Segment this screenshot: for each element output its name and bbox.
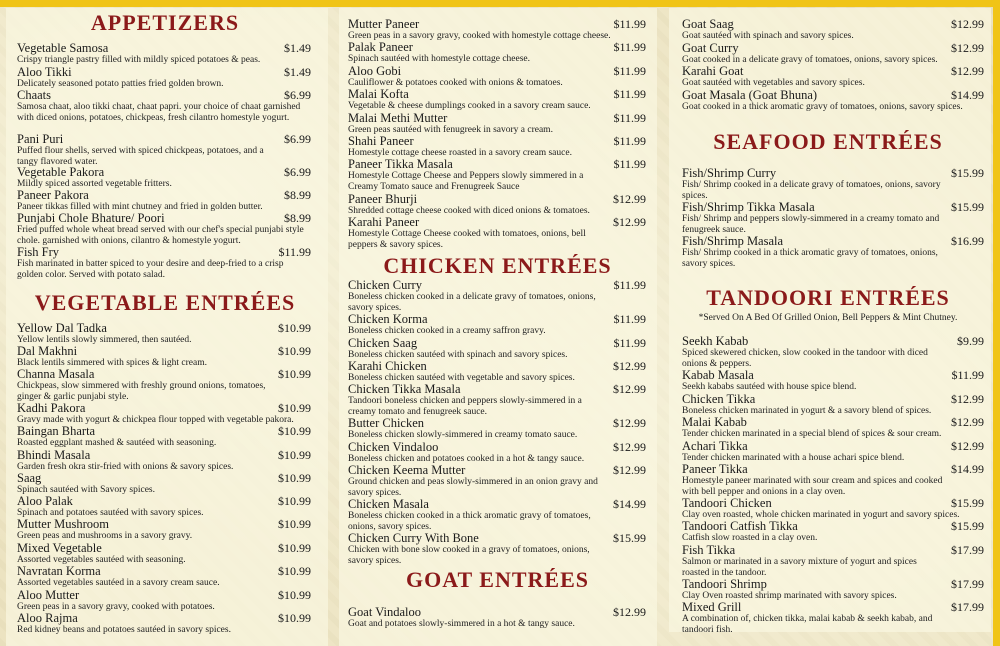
item-price: $11.99 bbox=[951, 368, 984, 382]
item-price: $11.99 bbox=[613, 336, 646, 350]
item-price: $1.49 bbox=[284, 65, 311, 79]
item-name: Aloo Palak bbox=[17, 494, 73, 508]
item-name: Chicken Vindaloo bbox=[348, 440, 439, 454]
item-name: Kabab Masala bbox=[682, 368, 754, 382]
item-name: Baingan Bharta bbox=[17, 424, 96, 438]
item-description: Red kidney beans and potatoes sautéed in savory spices. bbox=[17, 625, 231, 635]
item-price: $12.99 bbox=[613, 382, 646, 396]
item-name: Shahi Paneer bbox=[348, 134, 414, 148]
item-name: Karahi Goat bbox=[682, 64, 744, 78]
item-description: Gravy made with yogurt & chickpea flour topped with vegetable pakora. bbox=[17, 415, 294, 425]
item-name: Paneer Bhurji bbox=[348, 192, 418, 206]
item-description: Boneless chicken sautéed with vegetable and savory spices. bbox=[348, 373, 575, 383]
item-price: $10.99 bbox=[278, 401, 311, 415]
item-price: $12.99 bbox=[613, 463, 646, 477]
item-price: $12.99 bbox=[613, 192, 646, 206]
item-description: Homestyle Cottage Cheese cooked with tomatoes, onions, bell peppers & savory spices. bbox=[348, 229, 586, 250]
item-price: $10.99 bbox=[278, 471, 311, 485]
item-name: Chicken Korma bbox=[348, 312, 428, 326]
item-price: $15.99 bbox=[951, 200, 984, 214]
item-description: Spinach sautéed with Savory spices. bbox=[17, 485, 155, 495]
item-price: $11.99 bbox=[613, 40, 646, 54]
item-description: Yellow lentils slowly simmered, then sautéed. bbox=[17, 335, 192, 345]
item-price: $10.99 bbox=[278, 321, 311, 335]
item-price: $10.99 bbox=[278, 611, 311, 625]
item-description: Homestyle Cottage Cheese and Peppers slowly simmered in a Creamy Tomato sauce and Frenugreek Sauce bbox=[348, 171, 584, 192]
item-price: $12.99 bbox=[951, 41, 984, 55]
item-name: Goat Curry bbox=[682, 41, 739, 55]
item-name: Yellow Dal Tadka bbox=[17, 321, 107, 335]
item-price: $8.99 bbox=[284, 188, 311, 202]
item-price: $8.99 bbox=[284, 211, 311, 225]
item-price: $6.99 bbox=[284, 132, 311, 146]
item-name: Malai Kofta bbox=[348, 87, 409, 101]
item-name: Karahi Paneer bbox=[348, 215, 420, 229]
item-description: Boneless chicken and potatoes cooked in a hot & tangy sauce. bbox=[348, 454, 585, 464]
item-price: $12.99 bbox=[613, 440, 646, 454]
item-description: Green peas in a savory gravy, cooked with homestyle cottage cheese. bbox=[348, 31, 611, 41]
item-name: Chicken Tikka Masala bbox=[348, 382, 461, 396]
item-name: Vegetable Samosa bbox=[17, 41, 109, 55]
item-description: Puffed flour shells, served with spiced chickpeas, potatoes, and a tangy flavored water. bbox=[17, 146, 264, 167]
item-name: Chicken Curry bbox=[348, 278, 422, 292]
item-description: Boneless chicken marinated in yogurt & a savory blend of spices. bbox=[682, 406, 932, 416]
item-name: Chicken Saag bbox=[348, 336, 418, 350]
item-description: Fried puffed whole wheat bread served with our chef's special punjabi style chole. garnished with onions, cilantro & homestyle yogurt. bbox=[17, 225, 304, 246]
item-description: Spinach and potatoes sautéed with savory spices. bbox=[17, 508, 204, 518]
item-name: Fish/Shrimp Tikka Masala bbox=[682, 200, 815, 214]
item-price: $16.99 bbox=[951, 234, 984, 248]
item-price: $12.99 bbox=[951, 415, 984, 429]
item-description: Boneless chicken cooked in a delicate gravy of tomatoes, onions, savory spices. bbox=[348, 292, 596, 313]
item-price: $17.99 bbox=[951, 577, 984, 591]
item-price: $14.99 bbox=[951, 462, 984, 476]
item-description: Clay oven roasted, whole chicken marinated in yogurt and savory spices. bbox=[682, 510, 960, 520]
item-name: Mixed Vegetable bbox=[17, 541, 102, 555]
item-price: $15.99 bbox=[951, 496, 984, 510]
item-description: Crispy triangle pastry filled with mildly spiced potatoes & peas. bbox=[17, 55, 261, 65]
item-description: Spinach sautéed with homestyle cottage cheese. bbox=[348, 54, 531, 64]
item-description: Goat sautéed with vegetables and savory spices. bbox=[682, 78, 865, 88]
item-price: $11.99 bbox=[613, 87, 646, 101]
item-price: $10.99 bbox=[278, 494, 311, 508]
item-description: Delicately seasoned potato patties fried golden brown. bbox=[17, 79, 224, 89]
item-price: $11.99 bbox=[613, 111, 646, 125]
item-name: Saag bbox=[17, 471, 42, 485]
item-description: Seekh kababs sautéed with house spice blend. bbox=[682, 382, 857, 392]
item-description: Chicken with bone slow cooked in a gravy of tomatoes, onions, savory spices. bbox=[348, 545, 590, 566]
item-description: Chickpeas, slow simmered with freshly ground onions, tomatoes, ginger & garlic punjabi style. bbox=[17, 381, 266, 402]
item-name: Goat Masala (Goat Bhuna) bbox=[682, 88, 818, 102]
item-description: Assorted vegetables sautéed with seasoning. bbox=[17, 555, 186, 565]
section-title-appetizers: APPETIZERS bbox=[90, 10, 240, 35]
item-description: Green peas and mushrooms in a savory gravy. bbox=[17, 531, 193, 541]
item-description: Samosa chaat, aloo tikki chaat, chaat papri. your choice of chaat garnished with diced onions, potatoes, chickpeas, fresh cilantro homestyle yogurt. bbox=[17, 102, 301, 123]
item-name: Paneer Tikka bbox=[682, 462, 748, 476]
item-description: Mildly spiced assorted vegetable fritters. bbox=[17, 179, 172, 189]
item-name: Fish Tikka bbox=[682, 543, 736, 557]
item-name: Fish/Shrimp Curry bbox=[682, 166, 777, 180]
item-price: $11.99 bbox=[613, 312, 646, 326]
item-name: Achari Tikka bbox=[682, 439, 748, 453]
item-description: Roasted eggplant mashed & sautéed with seasoning. bbox=[17, 438, 217, 448]
item-name: Tandoori Catfish Tikka bbox=[682, 519, 798, 533]
item-price: $11.99 bbox=[613, 278, 646, 292]
item-price: $10.99 bbox=[278, 367, 311, 381]
item-name: Paneer Pakora bbox=[17, 188, 89, 202]
item-price: $10.99 bbox=[278, 564, 311, 578]
item-description: Tandoori boneless chicken and peppers slowly-simmered in a creamy tomato and fenugreek sauce. bbox=[348, 396, 582, 417]
item-name: Goat Saag bbox=[682, 17, 734, 31]
item-name: Malai Kabab bbox=[682, 415, 747, 429]
tandoori-note: *Served On A Bed Of Grilled Onion, Bell Peppers & Mint Chutney. bbox=[698, 313, 958, 323]
section-title-vegetable: VEGETABLE ENTRÉES bbox=[34, 290, 296, 315]
item-name: Chicken Keema Mutter bbox=[348, 463, 466, 477]
item-name: Palak Paneer bbox=[348, 40, 413, 54]
item-description: Vegetable & cheese dumplings cooked in a savory cream sauce. bbox=[348, 101, 591, 111]
item-price: $17.99 bbox=[951, 600, 984, 614]
item-name: Aloo Tikki bbox=[17, 65, 72, 79]
item-description: Assorted vegetables sautéed in a savory cream sauce. bbox=[17, 578, 220, 588]
item-name: Fish/Shrimp Masala bbox=[682, 234, 784, 248]
item-price: $10.99 bbox=[278, 448, 311, 462]
section-title-goat: GOAT ENTRÉES bbox=[406, 567, 589, 592]
item-description: Shredded cottage cheese cooked with diced onions & tomatoes. bbox=[348, 206, 590, 216]
item-description: Goat cooked in a thick aromatic gravy of tomatoes, onions, savory spices. bbox=[682, 102, 963, 112]
item-description: Spiced skewered chicken, slow cooked in the tandoor with diced onions & peppers. bbox=[682, 348, 928, 369]
item-name: Mixed Grill bbox=[682, 600, 742, 614]
item-price: $12.99 bbox=[613, 416, 646, 430]
item-price: $9.99 bbox=[957, 334, 984, 348]
item-price: $17.99 bbox=[951, 543, 984, 557]
item-price: $14.99 bbox=[951, 88, 984, 102]
item-name: Aloo Gobi bbox=[348, 64, 402, 78]
item-description: Green peas in a savory gravy, cooked with potatoes. bbox=[17, 602, 215, 612]
item-description: Boneless chicken cooked in a creamy saffron gravy. bbox=[348, 326, 546, 336]
item-description: Clay Oven roasted shrimp marinated with savory spices. bbox=[682, 591, 897, 601]
item-description: Catfish slow roasted in a clay oven. bbox=[682, 533, 818, 543]
item-description: Garden fresh okra stir-fried with onions & savory spices. bbox=[17, 462, 234, 472]
item-description: Boneless chicken cooked in a thick aromatic gravy of tomatoes, onions, savory spices. bbox=[348, 511, 591, 532]
top-border bbox=[0, 0, 1000, 7]
item-name: Mutter Mushroom bbox=[17, 517, 110, 531]
item-description: Goat sautéed with spinach and savory spices. bbox=[682, 31, 854, 41]
item-name: Malai Methi Mutter bbox=[348, 111, 448, 125]
item-price: $14.99 bbox=[613, 497, 646, 511]
item-name: Pani Puri bbox=[17, 132, 64, 146]
item-description: Paneer tikkas filled with mint chutney and fried in golden butter. bbox=[17, 202, 263, 212]
item-name: Chicken Tikka bbox=[682, 392, 756, 406]
item-name: Vegetable Pakora bbox=[17, 165, 105, 179]
item-name: Paneer Tikka Masala bbox=[348, 157, 453, 171]
item-price: $10.99 bbox=[278, 541, 311, 555]
item-name: Karahi Chicken bbox=[348, 359, 427, 373]
item-price: $11.99 bbox=[278, 245, 311, 259]
item-price: $12.99 bbox=[951, 64, 984, 78]
item-price: $1.49 bbox=[284, 41, 311, 55]
item-name: Fish Fry bbox=[17, 245, 60, 259]
item-price: $10.99 bbox=[278, 344, 311, 358]
item-price: $12.99 bbox=[613, 215, 646, 229]
item-price: $11.99 bbox=[613, 64, 646, 78]
item-price: $12.99 bbox=[951, 439, 984, 453]
item-description: Salmon or marinated in a savory mixture of yogurt and spices roasted in the tandoor. bbox=[682, 557, 917, 578]
item-price: $10.99 bbox=[278, 424, 311, 438]
item-description: Fish marinated in batter spiced to your desire and deep-fried to a crisp golden color. Served with potato salad. bbox=[17, 259, 284, 280]
section-title-chicken: CHICKEN ENTRÉES bbox=[383, 253, 612, 278]
item-price: $11.99 bbox=[613, 17, 646, 31]
item-price: $6.99 bbox=[284, 165, 311, 179]
item-description: Fish/ Shrimp cooked in a thick aromatic gravy of tomatoes, onions, savory spices. bbox=[682, 248, 938, 269]
item-description: Boneless chicken sautéed with spinach and savory spices. bbox=[348, 350, 568, 360]
item-name: Punjabi Chole Bhature/ Poori bbox=[17, 211, 165, 225]
item-description: Goat and potatoes slowly-simmered in a hot & tangy sauce. bbox=[348, 619, 575, 629]
item-name: Chaats bbox=[17, 88, 52, 102]
section-title-seafood: SEAFOOD ENTRÉES bbox=[713, 129, 943, 154]
right-border bbox=[993, 0, 1000, 646]
item-description: Boneless chicken slowly-simmered in creamy tomato sauce. bbox=[348, 430, 578, 440]
item-description: Black lentils simmered with spices & light cream. bbox=[17, 358, 207, 368]
item-name: Aloo Mutter bbox=[17, 588, 80, 602]
item-description: Goat cooked in a delicate gravy of tomatoes, onions, savory spices. bbox=[682, 55, 938, 65]
item-description: Tender chicken marinated in a special blend of spices & sour cream. bbox=[682, 429, 942, 439]
item-name: Goat Vindaloo bbox=[348, 605, 421, 619]
item-description: Fish/ Shrimp cooked in a delicate gravy of tomatoes, onions, savory spices. bbox=[682, 180, 941, 201]
item-description: Fish/ Shrimp and peppers slowly-simmered in a creamy tomato and fenugreek sauce. bbox=[682, 214, 940, 235]
item-price: $6.99 bbox=[284, 88, 311, 102]
item-price: $12.99 bbox=[951, 17, 984, 31]
item-price: $15.99 bbox=[613, 531, 646, 545]
item-name: Tandoori Shrimp bbox=[682, 577, 767, 591]
item-description: Cauliflower & potatoes cooked with onions & tomatoes. bbox=[348, 78, 563, 88]
section-title-tandoori: TANDOORI ENTRÉES bbox=[706, 285, 950, 310]
item-price: $12.99 bbox=[613, 359, 646, 373]
item-name: Aloo Rajma bbox=[17, 611, 78, 625]
item-name: Chicken Curry With Bone bbox=[348, 531, 479, 545]
item-name: Seekh Kabab bbox=[682, 334, 749, 348]
item-price: $10.99 bbox=[278, 588, 311, 602]
item-name: Navratan Korma bbox=[17, 564, 101, 578]
item-name: Butter Chicken bbox=[348, 416, 425, 430]
item-description: Homestyle paneer marinated with sour cream and spices and cooked with bell pepper and onions in a clay oven. bbox=[682, 476, 943, 497]
item-name: Mutter Paneer bbox=[348, 17, 420, 31]
item-name: Dal Makhni bbox=[17, 344, 78, 358]
item-price: $15.99 bbox=[951, 166, 984, 180]
item-price: $10.99 bbox=[278, 517, 311, 531]
item-name: Tandoori Chicken bbox=[682, 496, 772, 510]
item-price: $12.99 bbox=[951, 392, 984, 406]
item-description: A combination of, chicken tikka, malai kabab & seekh kabab, and tandoori fish. bbox=[682, 614, 933, 635]
item-price: $15.99 bbox=[951, 519, 984, 533]
item-name: Chicken Masala bbox=[348, 497, 429, 511]
item-description: Tender chicken marinated with a house achari spice blend. bbox=[682, 453, 905, 463]
item-price: $11.99 bbox=[613, 134, 646, 148]
item-description: Homestyle cottage cheese roasted in a savory cream sauce. bbox=[348, 148, 572, 158]
item-name: Kadhi Pakora bbox=[17, 401, 86, 415]
item-price: $11.99 bbox=[613, 157, 646, 171]
item-name: Bhindi Masala bbox=[17, 448, 91, 462]
item-description: Green peas sautéed with fenugreek in savory a cream. bbox=[348, 125, 553, 135]
item-description: Ground chicken and peas slowly-simmered in an onion gravy and savory spices. bbox=[348, 477, 598, 498]
item-price: $12.99 bbox=[613, 605, 646, 619]
item-name: Channa Masala bbox=[17, 367, 95, 381]
